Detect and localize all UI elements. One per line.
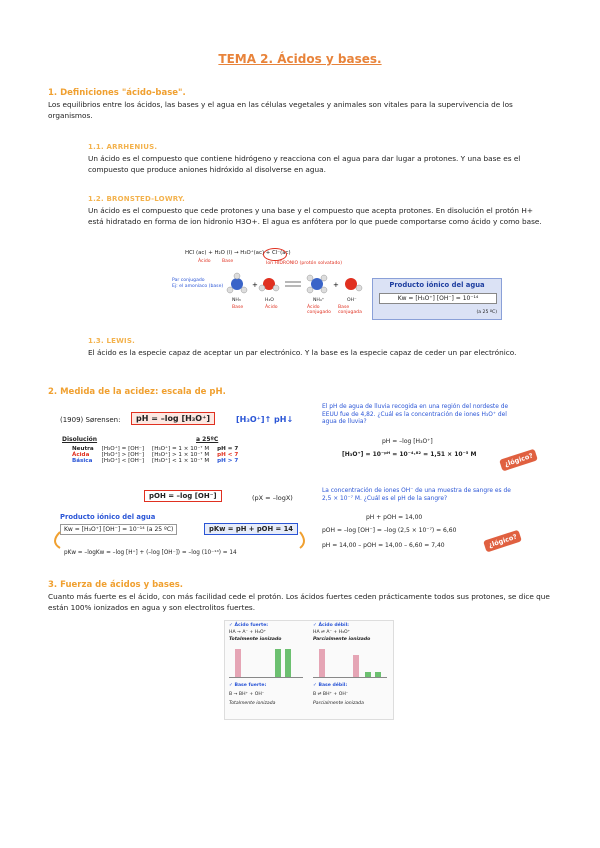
bar-before xyxy=(235,649,241,677)
section-3-text: Cuanto más fuerte es el ácido, con más facilidad cede el protón. Los ácidos fuertes ceden prácticamente todos sus protones, se dice que están 100% ionizados en agua y son electrolitos fuertes. xyxy=(48,592,550,612)
bar-ion-2 xyxy=(375,672,381,677)
col-disolucion: Disolución xyxy=(62,436,98,443)
section-1-heading: 1. Definiciones "ácido-base". xyxy=(48,88,186,98)
nh3-molecule xyxy=(227,273,247,293)
ionic-product-title: Producto iónico del agua xyxy=(389,281,485,289)
acid-strong-chart xyxy=(229,645,303,678)
bar-ion-1 xyxy=(275,649,281,677)
section-2-heading: 2. Medida de la acidez: escala de pH. xyxy=(48,387,226,397)
row-c2: [H₃O⁺] > 1 × 10⁻⁷ M xyxy=(152,452,210,458)
label-acido-conj: Ácido conjugado xyxy=(307,305,331,315)
acid-strong-note: Totalmente ionizado xyxy=(229,637,282,642)
acid-weak-label: ✓ Ácido débil: xyxy=(313,623,350,628)
q1-step-2: [H₃O⁺] = 10⁻ᵖᴴ = 10⁻⁴·⁸² = 1,51 × 10⁻⁵ M xyxy=(342,451,477,458)
row-c3: pH > 7 xyxy=(217,458,239,464)
lewis-text: El ácido es la especie capaz de aceptar un par electrónico. Y la base es la especie capaz de ceder un par electrónico. xyxy=(88,348,517,357)
logico-badge-2: ¿lógico? xyxy=(483,530,522,553)
row-c1: [H₃O⁺] < [OH⁻] xyxy=(101,458,145,464)
plus-sign: + xyxy=(252,281,258,289)
plus-sign-2: + xyxy=(333,281,339,289)
label-oh: OH⁻ xyxy=(347,298,357,303)
base-weak-note: Parcialmente ionizada xyxy=(313,701,364,706)
pkw-bracket xyxy=(50,530,310,550)
question-2: La concentración de iones OH⁻ de una muestra de sangre es de 2,5 × 10⁻⁷ M. ¿Cuál es el pH de la sangre? xyxy=(322,488,511,502)
row-name: Neutra xyxy=(72,446,94,452)
acid-strong-eq: HA → A⁻ + H₃O⁺ xyxy=(229,630,267,635)
bar-before xyxy=(319,649,325,677)
bar-ion-2 xyxy=(285,649,291,677)
q1-step-1: pH = –log [H₃O⁺] xyxy=(382,438,433,445)
bar-undissociated xyxy=(353,655,359,677)
base-weak-label: ✓ Base débil: xyxy=(313,683,348,688)
ionic-product-box xyxy=(372,278,502,320)
section-1-intro: Los equilibrios entre los ácidos, las bases y el agua en las células vegetales y animales son vitales para la supervivencia de los organismos. xyxy=(48,100,513,120)
row-c1: [H₃O⁺] > [OH⁻] xyxy=(101,452,145,458)
label-hidronio: Ion HIDRONIO (protón solvatado) xyxy=(266,261,342,266)
label-acido: Ácido xyxy=(198,259,211,264)
note-amoniaco: Ej: el amoníaco (base) xyxy=(172,284,224,289)
pkw-line: pKw = –logKw = –log [H⁺] + (–log [OH⁻]) = –log (10⁻¹⁴) = 14 xyxy=(64,550,237,556)
h2o-molecule xyxy=(259,278,279,291)
arrhenius-heading: 1.1. ARRHENIUS. xyxy=(88,143,158,151)
row-c2: [H₃O⁺] < 1 × 10⁻⁷ M xyxy=(152,458,210,464)
table-row xyxy=(68,458,242,464)
acid-weak-chart xyxy=(313,645,387,678)
ph-figure xyxy=(56,404,310,568)
ph-definition: pH = –log [H₃O⁺] xyxy=(131,412,215,425)
q2-step-3: pH = 14,00 – pOH = 14,00 – 6,60 = 7,40 xyxy=(322,542,445,549)
strength-figure xyxy=(224,620,394,720)
page-title: TEMA 2. Ácidos y bases. xyxy=(218,52,382,66)
base-strong-eq: B → BH⁺ + OH⁻ xyxy=(229,692,265,697)
bronsted-text: Un ácido es el compuesto que cede protones y una base y el compuesto que acepta protones. En disolución el protón H+ está hidratado en forma de ion hidronio H3O+. El agua es anfótera por lo que puede comportarse como ácido y como base. xyxy=(88,206,542,226)
row-c1: [H₃O⁺] = [OH⁻] xyxy=(101,446,145,452)
molecules-diagram xyxy=(225,270,365,302)
acid-strong-label: ✓ Ácido fuerte: xyxy=(229,623,269,628)
equilibrium-arrow xyxy=(285,282,301,286)
sorensen-label: (1909) Sørensen: xyxy=(60,416,121,424)
oh-molecule xyxy=(345,278,362,291)
acid-weak-note: Parcialmente ionizado xyxy=(313,637,371,642)
acid-weak-eq: HA ⇌ A⁻ + H₃O⁺ xyxy=(313,630,351,635)
row-name: Ácida xyxy=(72,452,90,458)
label-h2o: H₂O xyxy=(265,298,274,303)
reaction-equation: HCl (ac) + H₂O (l) → H₃O⁺(ac) + Cl⁻(ac) xyxy=(185,250,291,256)
lewis-heading: 1.3. LEWIS. xyxy=(88,337,135,345)
note-par: Par conjugado xyxy=(172,278,205,283)
label-nh3: NH₃ xyxy=(232,298,241,303)
ionic-product-title-2: Producto iónico del agua xyxy=(60,513,156,521)
ph-table xyxy=(68,446,242,464)
poh-definition: pOH = –log [OH⁻] xyxy=(144,490,222,502)
label-nh4: NH₄⁺ xyxy=(313,298,325,303)
q2-step-1: pH + pOH = 14,00 xyxy=(366,514,423,521)
kw-formula: Kw = [H₃O⁺] [OH⁻] = 10⁻¹⁴ (a 25 ºC) xyxy=(60,524,177,535)
hidronio-circle xyxy=(263,248,287,261)
question-1: El pH de agua de lluvia recogida en una región del nordeste de EEUU fue de 4,82. ¿Cuál es la concentración de iones H₃O⁺ del agua de lluvia? xyxy=(322,404,509,426)
bar-ion-1 xyxy=(365,672,371,677)
row-c2: [H₃O⁺] = 1 × 10⁻⁷ M xyxy=(152,446,210,452)
bronsted-heading: 1.2. BRONSTED-LOWRY. xyxy=(88,195,185,203)
label-base: Base xyxy=(222,259,234,264)
row-c3: pH = 7 xyxy=(217,446,239,452)
base-weak-eq: B ⇌ BH⁺ + OH⁻ xyxy=(313,692,349,697)
ph-arrow-note: [H₃O⁺]↑ pH↓ xyxy=(236,415,294,424)
q2-step-2: pOH = –log [OH⁻] = –log (2,5 × 10⁻⁷) = 6,60 xyxy=(322,527,457,534)
label-base-conj: Base conjugada xyxy=(338,305,362,315)
px-definition: (pX = –logX) xyxy=(252,494,293,502)
pkw-formula: pKw = pH + pOH = 14 xyxy=(204,523,298,535)
col-temp: a 25ºC xyxy=(196,436,219,443)
bronsted-figure xyxy=(170,248,365,323)
nh4-molecule xyxy=(307,275,327,293)
label-acido-2: Ácido xyxy=(265,305,278,310)
ph-exercises xyxy=(322,404,532,568)
row-name: Básica xyxy=(72,458,93,464)
base-strong-label: ✓ Base fuerte: xyxy=(229,683,267,688)
section-3-heading: 3. Fuerza de ácidos y bases. xyxy=(48,580,184,590)
logico-badge: ¿lógico? xyxy=(499,449,538,472)
base-strong-note: Totalmente ionizada xyxy=(229,701,276,706)
label-base-2: Base xyxy=(232,305,244,310)
ionic-product-temp: (a 25 ºC) xyxy=(476,310,497,315)
ionic-product-formula: Kw = [H₃O⁺] [OH⁻] = 10⁻¹⁴ xyxy=(379,293,497,304)
arrhenius-text: Un ácido es el compuesto que contiene hidrógeno y reacciona con el agua para dar lugar a protones. Y una base es el compuesto que produce aniones hidróxido al disolverse en agua. xyxy=(88,154,521,174)
row-c3: pH < 7 xyxy=(217,452,239,458)
